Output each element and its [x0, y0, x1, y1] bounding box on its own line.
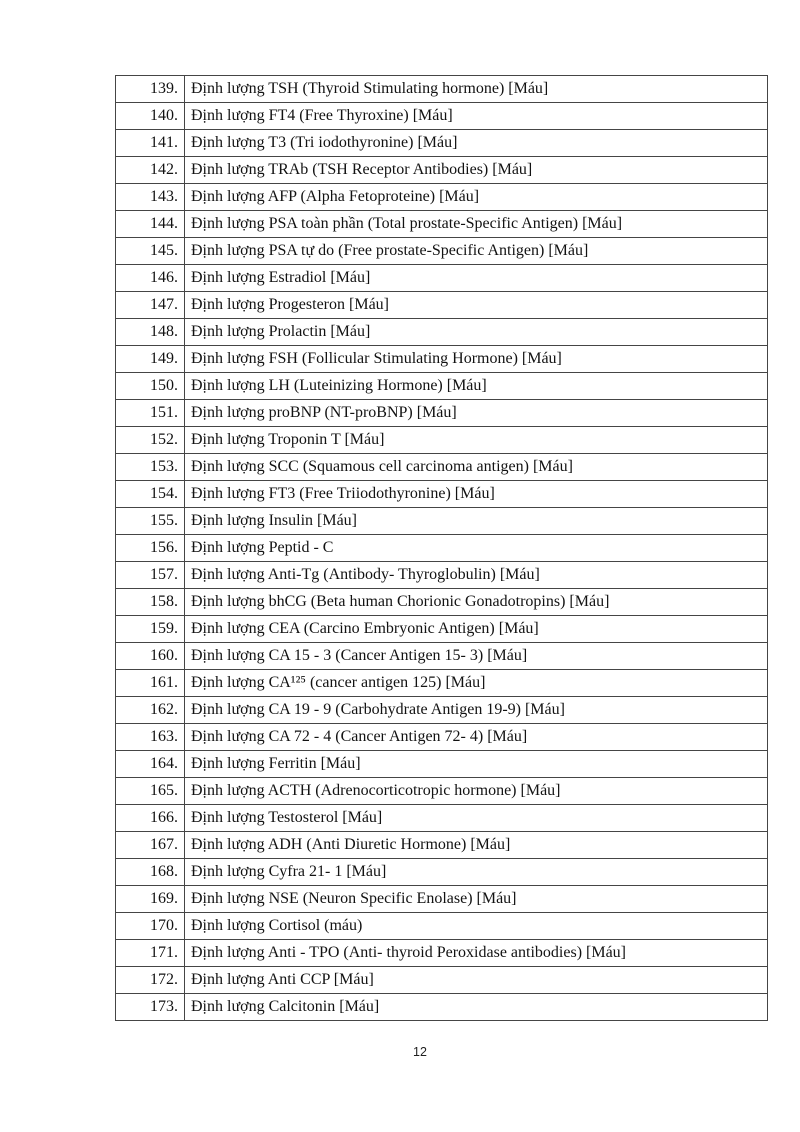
table-row [116, 481, 768, 508]
row-number: 169. [116, 886, 185, 913]
row-number: 162. [116, 697, 185, 724]
table-row [116, 751, 768, 778]
row-number: 147. [116, 292, 185, 319]
table-row [116, 859, 768, 886]
table-row [116, 886, 768, 913]
row-test-name: Định lượng CA¹²⁵ (cancer antigen 125) [Máu] [185, 670, 768, 697]
row-number: 158. [116, 589, 185, 616]
row-number: 166. [116, 805, 185, 832]
row-number: 155. [116, 508, 185, 535]
table-row [116, 616, 768, 643]
row-test-name: Định lượng Anti-Tg (Antibody- Thyroglobulin) [Máu] [185, 562, 768, 589]
row-test-name: Định lượng Cortisol (máu) [185, 913, 768, 940]
row-number: 170. [116, 913, 185, 940]
row-test-name: Định lượng TRAb (TSH Receptor Antibodies) [Máu] [185, 157, 768, 184]
row-number: 157. [116, 562, 185, 589]
row-test-name: Định lượng CA 72 - 4 (Cancer Antigen 72- 4) [Máu] [185, 724, 768, 751]
row-number: 140. [116, 103, 185, 130]
row-number: 153. [116, 454, 185, 481]
row-test-name: Định lượng Troponin T [Máu] [185, 427, 768, 454]
row-number: 139. [116, 76, 185, 103]
table-row [116, 103, 768, 130]
table-row [116, 967, 768, 994]
row-number: 141. [116, 130, 185, 157]
row-test-name: Định lượng Calcitonin [Máu] [185, 994, 768, 1021]
row-test-name: Định lượng CEA (Carcino Embryonic Antigen) [Máu] [185, 616, 768, 643]
table-row [116, 778, 768, 805]
row-number: 165. [116, 778, 185, 805]
row-number: 144. [116, 211, 185, 238]
row-test-name: Định lượng NSE (Neuron Specific Enolase) [Máu] [185, 886, 768, 913]
table-row [116, 427, 768, 454]
row-test-name: Định lượng Anti - TPO (Anti- thyroid Peroxidase antibodies) [Máu] [185, 940, 768, 967]
row-number: 143. [116, 184, 185, 211]
table-row [116, 130, 768, 157]
row-test-name: Định lượng CA 19 - 9 (Carbohydrate Antigen 19-9) [Máu] [185, 697, 768, 724]
table-row [116, 319, 768, 346]
table-row [116, 535, 768, 562]
table-row [116, 454, 768, 481]
row-number: 159. [116, 616, 185, 643]
row-number: 164. [116, 751, 185, 778]
row-test-name: Định lượng ADH (Anti Diuretic Hormone) [Máu] [185, 832, 768, 859]
table-row [116, 805, 768, 832]
row-number: 163. [116, 724, 185, 751]
table-row [116, 211, 768, 238]
lab-test-list-table [115, 75, 768, 1021]
row-test-name: Định lượng proBNP (NT-proBNP) [Máu] [185, 400, 768, 427]
row-number: 142. [116, 157, 185, 184]
row-test-name: Định lượng PSA toàn phần (Total prostate-Specific Antigen) [Máu] [185, 211, 768, 238]
row-number: 150. [116, 373, 185, 400]
row-number: 148. [116, 319, 185, 346]
row-test-name: Định lượng FSH (Follicular Stimulating Hormone) [Máu] [185, 346, 768, 373]
row-number: 146. [116, 265, 185, 292]
table-row [116, 76, 768, 103]
row-test-name: Định lượng ACTH (Adrenocorticotropic hormone) [Máu] [185, 778, 768, 805]
row-number: 172. [116, 967, 185, 994]
row-number: 160. [116, 643, 185, 670]
table-row [116, 562, 768, 589]
row-test-name: Định lượng Testosterol [Máu] [185, 805, 768, 832]
row-test-name: Định lượng bhCG (Beta human Chorionic Gonadotropins) [Máu] [185, 589, 768, 616]
page-number: 12 [413, 1045, 427, 1059]
row-number: 173. [116, 994, 185, 1021]
row-test-name: Định lượng Progesteron [Máu] [185, 292, 768, 319]
row-test-name: Định lượng CA 15 - 3 (Cancer Antigen 15- 3) [Máu] [185, 643, 768, 670]
table-row [116, 832, 768, 859]
row-number: 145. [116, 238, 185, 265]
row-number: 156. [116, 535, 185, 562]
row-number: 152. [116, 427, 185, 454]
table-row [116, 643, 768, 670]
row-test-name: Định lượng FT3 (Free Triiodothyronine) [Máu] [185, 481, 768, 508]
row-test-name: Định lượng Estradiol [Máu] [185, 265, 768, 292]
table-row [116, 184, 768, 211]
row-test-name: Định lượng TSH (Thyroid Stimulating hormone) [Máu] [185, 76, 768, 103]
row-test-name: Định lượng AFP (Alpha Fetoproteine) [Máu] [185, 184, 768, 211]
row-test-name: Định lượng LH (Luteinizing Hormone) [Máu] [185, 373, 768, 400]
table-row [116, 913, 768, 940]
table-row [116, 697, 768, 724]
row-test-name: Định lượng Prolactin [Máu] [185, 319, 768, 346]
row-number: 167. [116, 832, 185, 859]
table-row [116, 994, 768, 1021]
table-row [116, 373, 768, 400]
table-row [116, 292, 768, 319]
table-row [116, 724, 768, 751]
table-row [116, 265, 768, 292]
table-row [116, 157, 768, 184]
table-row [116, 346, 768, 373]
table-row [116, 238, 768, 265]
row-number: 168. [116, 859, 185, 886]
table-row [116, 589, 768, 616]
lab-test-table-body [116, 76, 768, 1021]
row-test-name: Định lượng T3 (Tri iodothyronine) [Máu] [185, 130, 768, 157]
row-test-name: Định lượng Cyfra 21- 1 [Máu] [185, 859, 768, 886]
row-test-name: Định lượng PSA tự do (Free prostate-Specific Antigen) [Máu] [185, 238, 768, 265]
table-row [116, 670, 768, 697]
row-number: 149. [116, 346, 185, 373]
table-row [116, 940, 768, 967]
table-row [116, 508, 768, 535]
row-test-name: Định lượng SCC (Squamous cell carcinoma antigen) [Máu] [185, 454, 768, 481]
row-test-name: Định lượng Peptid - C [185, 535, 768, 562]
row-number: 151. [116, 400, 185, 427]
row-number: 154. [116, 481, 185, 508]
row-test-name: Định lượng Ferritin [Máu] [185, 751, 768, 778]
row-number: 171. [116, 940, 185, 967]
row-test-name: Định lượng Insulin [Máu] [185, 508, 768, 535]
row-test-name: Định lượng FT4 (Free Thyroxine) [Máu] [185, 103, 768, 130]
row-number: 161. [116, 670, 185, 697]
row-test-name: Định lượng Anti CCP [Máu] [185, 967, 768, 994]
table-row [116, 400, 768, 427]
